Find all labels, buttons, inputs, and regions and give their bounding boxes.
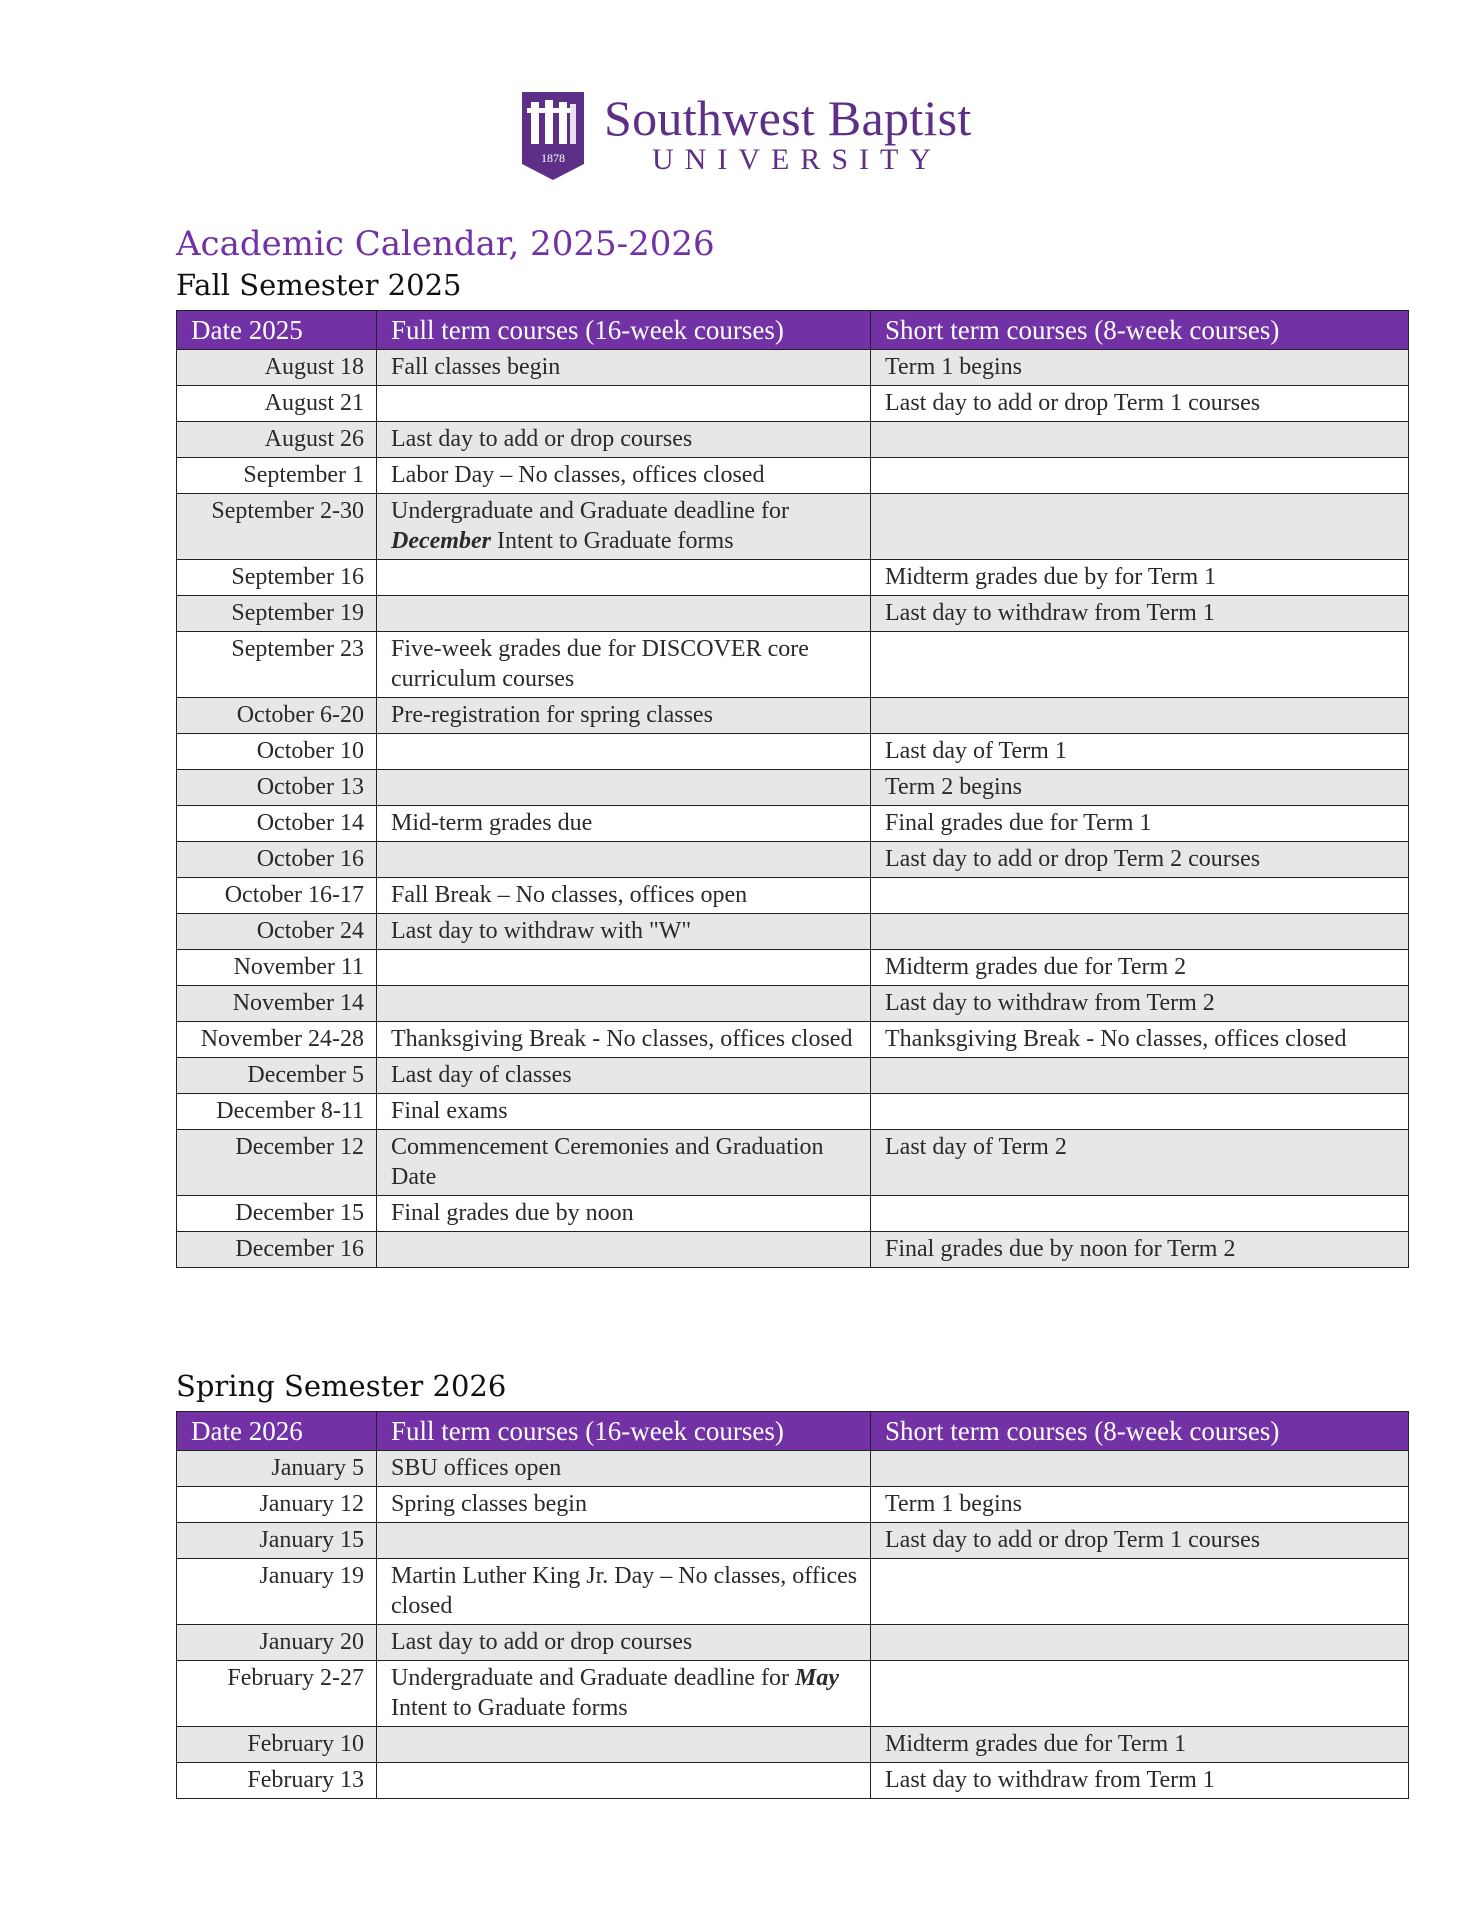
full-term-cell: Fall Break – No classes, offices open <box>377 878 871 914</box>
date-cell: October 16 <box>177 842 377 878</box>
full-term-text: Undergraduate and Graduate deadline for <box>391 498 790 524</box>
full-term-text: Intent to Graduate forms <box>391 1695 628 1721</box>
short-term-cell: Term 1 begins <box>871 350 1409 386</box>
table-row <box>177 1559 1409 1625</box>
table-row <box>177 842 1409 878</box>
short-term-cell: Term 1 begins <box>871 1487 1409 1523</box>
full-term-cell <box>377 1763 871 1799</box>
short-term-cell: Last day of Term 1 <box>871 734 1409 770</box>
full-term-cell <box>377 494 871 560</box>
date-cell: December 15 <box>177 1196 377 1232</box>
column-header-short-term: Short term courses (8-week courses) <box>871 1412 1409 1451</box>
date-cell: December 12 <box>177 1130 377 1196</box>
full-term-cell: Fall classes begin <box>377 350 871 386</box>
short-term-cell <box>871 1625 1409 1661</box>
fall-semester-heading: Fall Semester 2025 <box>176 268 462 302</box>
table-row <box>177 806 1409 842</box>
emphasized-month: May <box>795 1665 840 1691</box>
full-term-text: Undergraduate and Graduate deadline for <box>391 1665 796 1691</box>
table-row <box>177 1094 1409 1130</box>
date-cell: November 11 <box>177 950 377 986</box>
short-term-cell: Last day to withdraw from Term 1 <box>871 596 1409 632</box>
short-term-cell: Last day to add or drop Term 2 courses <box>871 842 1409 878</box>
full-term-cell: Last day to withdraw with "W" <box>377 914 871 950</box>
short-term-cell: Final grades due for Term 1 <box>871 806 1409 842</box>
table-row <box>177 350 1409 386</box>
logo-name-line2: UNIVERSITY <box>652 143 942 176</box>
emphasized-month: December <box>391 528 491 554</box>
date-cell: September 1 <box>177 458 377 494</box>
table-header-row <box>177 1412 1409 1451</box>
full-term-cell: Final exams <box>377 1094 871 1130</box>
spring-calendar-table <box>176 1411 1409 1799</box>
full-term-cell: Thanksgiving Break - No classes, offices closed <box>377 1022 871 1058</box>
table-row <box>177 1130 1409 1196</box>
logo-wordmark <box>604 86 972 176</box>
short-term-cell: Last day to withdraw from Term 2 <box>871 986 1409 1022</box>
table-row <box>177 1196 1409 1232</box>
full-term-cell <box>377 986 871 1022</box>
short-term-cell <box>871 1451 1409 1487</box>
full-term-cell: Five-week grades due for DISCOVER core curriculum courses <box>377 632 871 698</box>
full-term-cell <box>377 560 871 596</box>
date-cell: February 2-27 <box>177 1661 377 1727</box>
full-term-cell <box>377 1727 871 1763</box>
full-term-cell <box>377 1661 871 1727</box>
full-term-cell: Spring classes begin <box>377 1487 871 1523</box>
full-term-cell: Final grades due by noon <box>377 1196 871 1232</box>
full-term-cell: Commencement Ceremonies and Graduation Date <box>377 1130 871 1196</box>
date-cell: February 13 <box>177 1763 377 1799</box>
date-cell: February 10 <box>177 1727 377 1763</box>
table-row <box>177 734 1409 770</box>
table-row <box>177 632 1409 698</box>
shield-crest-icon <box>518 86 588 182</box>
date-cell: October 10 <box>177 734 377 770</box>
table-row <box>177 878 1409 914</box>
short-term-cell <box>871 914 1409 950</box>
table-row <box>177 458 1409 494</box>
table-row <box>177 950 1409 986</box>
date-cell: November 14 <box>177 986 377 1022</box>
table-row <box>177 1451 1409 1487</box>
table-header-row <box>177 311 1409 350</box>
date-cell: October 16-17 <box>177 878 377 914</box>
short-term-cell <box>871 632 1409 698</box>
table-row <box>177 1625 1409 1661</box>
date-cell: January 12 <box>177 1487 377 1523</box>
table-row <box>177 560 1409 596</box>
short-term-cell <box>871 1661 1409 1727</box>
column-header-full-term: Full term courses (16-week courses) <box>377 1412 871 1451</box>
date-cell: January 19 <box>177 1559 377 1625</box>
logo-year: 1878 <box>541 151 565 165</box>
short-term-cell: Thanksgiving Break - No classes, offices closed <box>871 1022 1409 1058</box>
short-term-cell: Midterm grades due for Term 1 <box>871 1727 1409 1763</box>
short-term-cell: Term 2 begins <box>871 770 1409 806</box>
table-row <box>177 1232 1409 1268</box>
full-term-cell: Last day to add or drop courses <box>377 1625 871 1661</box>
date-cell: August 18 <box>177 350 377 386</box>
column-header-date: Date 2026 <box>177 1412 377 1451</box>
date-cell: August 26 <box>177 422 377 458</box>
table-row <box>177 494 1409 560</box>
full-term-cell <box>377 842 871 878</box>
short-term-cell: Final grades due by noon for Term 2 <box>871 1232 1409 1268</box>
column-header-full-term: Full term courses (16-week courses) <box>377 311 871 350</box>
full-term-cell <box>377 770 871 806</box>
date-cell: December 16 <box>177 1232 377 1268</box>
logo-name-line1: Southwest Baptist <box>604 90 972 146</box>
date-cell: October 24 <box>177 914 377 950</box>
short-term-cell <box>871 1094 1409 1130</box>
date-cell: January 5 <box>177 1451 377 1487</box>
fall-calendar-table <box>176 310 1409 1268</box>
table-row <box>177 914 1409 950</box>
full-term-cell: Labor Day – No classes, offices closed <box>377 458 871 494</box>
date-cell: August 21 <box>177 386 377 422</box>
date-cell: October 14 <box>177 806 377 842</box>
table-row <box>177 1058 1409 1094</box>
university-logo <box>518 86 978 182</box>
full-term-cell <box>377 386 871 422</box>
date-cell: November 24-28 <box>177 1022 377 1058</box>
short-term-cell: Last day to add or drop Term 1 courses <box>871 386 1409 422</box>
short-term-cell <box>871 698 1409 734</box>
table-row <box>177 1763 1409 1799</box>
table-row <box>177 1487 1409 1523</box>
short-term-cell: Last day to withdraw from Term 1 <box>871 1763 1409 1799</box>
full-term-text: Intent to Graduate forms <box>490 528 734 554</box>
full-term-cell: Pre-registration for spring classes <box>377 698 871 734</box>
table-row <box>177 386 1409 422</box>
date-cell: January 20 <box>177 1625 377 1661</box>
date-cell: September 16 <box>177 560 377 596</box>
full-term-cell <box>377 734 871 770</box>
date-cell: September 19 <box>177 596 377 632</box>
short-term-cell <box>871 422 1409 458</box>
column-header-date: Date 2025 <box>177 311 377 350</box>
table-row <box>177 1661 1409 1727</box>
spring-semester-heading: Spring Semester 2026 <box>176 1369 507 1403</box>
table-row <box>177 1727 1409 1763</box>
short-term-cell: Last day of Term 2 <box>871 1130 1409 1196</box>
short-term-cell: Midterm grades due by for Term 1 <box>871 560 1409 596</box>
full-term-cell <box>377 596 871 632</box>
full-term-cell <box>377 1232 871 1268</box>
date-cell: October 13 <box>177 770 377 806</box>
full-term-cell: SBU offices open <box>377 1451 871 1487</box>
date-cell: January 15 <box>177 1523 377 1559</box>
short-term-cell <box>871 1196 1409 1232</box>
full-term-cell: Last day of classes <box>377 1058 871 1094</box>
full-term-cell <box>377 1523 871 1559</box>
short-term-cell <box>871 1559 1409 1625</box>
short-term-cell <box>871 494 1409 560</box>
table-row <box>177 770 1409 806</box>
page-title: Academic Calendar, 2025-2026 <box>176 224 715 264</box>
short-term-cell <box>871 878 1409 914</box>
table-row <box>177 1022 1409 1058</box>
date-cell: December 5 <box>177 1058 377 1094</box>
short-term-cell: Last day to add or drop Term 1 courses <box>871 1523 1409 1559</box>
table-row <box>177 698 1409 734</box>
full-term-cell: Mid-term grades due <box>377 806 871 842</box>
date-cell: September 2-30 <box>177 494 377 560</box>
date-cell: December 8-11 <box>177 1094 377 1130</box>
full-term-cell: Last day to add or drop courses <box>377 422 871 458</box>
full-term-cell: Martin Luther King Jr. Day – No classes, offices closed <box>377 1559 871 1625</box>
date-cell: October 6-20 <box>177 698 377 734</box>
full-term-cell <box>377 950 871 986</box>
column-header-short-term: Short term courses (8-week courses) <box>871 311 1409 350</box>
short-term-cell: Midterm grades due for Term 2 <box>871 950 1409 986</box>
table-row <box>177 1523 1409 1559</box>
date-cell: September 23 <box>177 632 377 698</box>
short-term-cell <box>871 458 1409 494</box>
table-row <box>177 422 1409 458</box>
table-row <box>177 986 1409 1022</box>
table-row <box>177 596 1409 632</box>
short-term-cell <box>871 1058 1409 1094</box>
